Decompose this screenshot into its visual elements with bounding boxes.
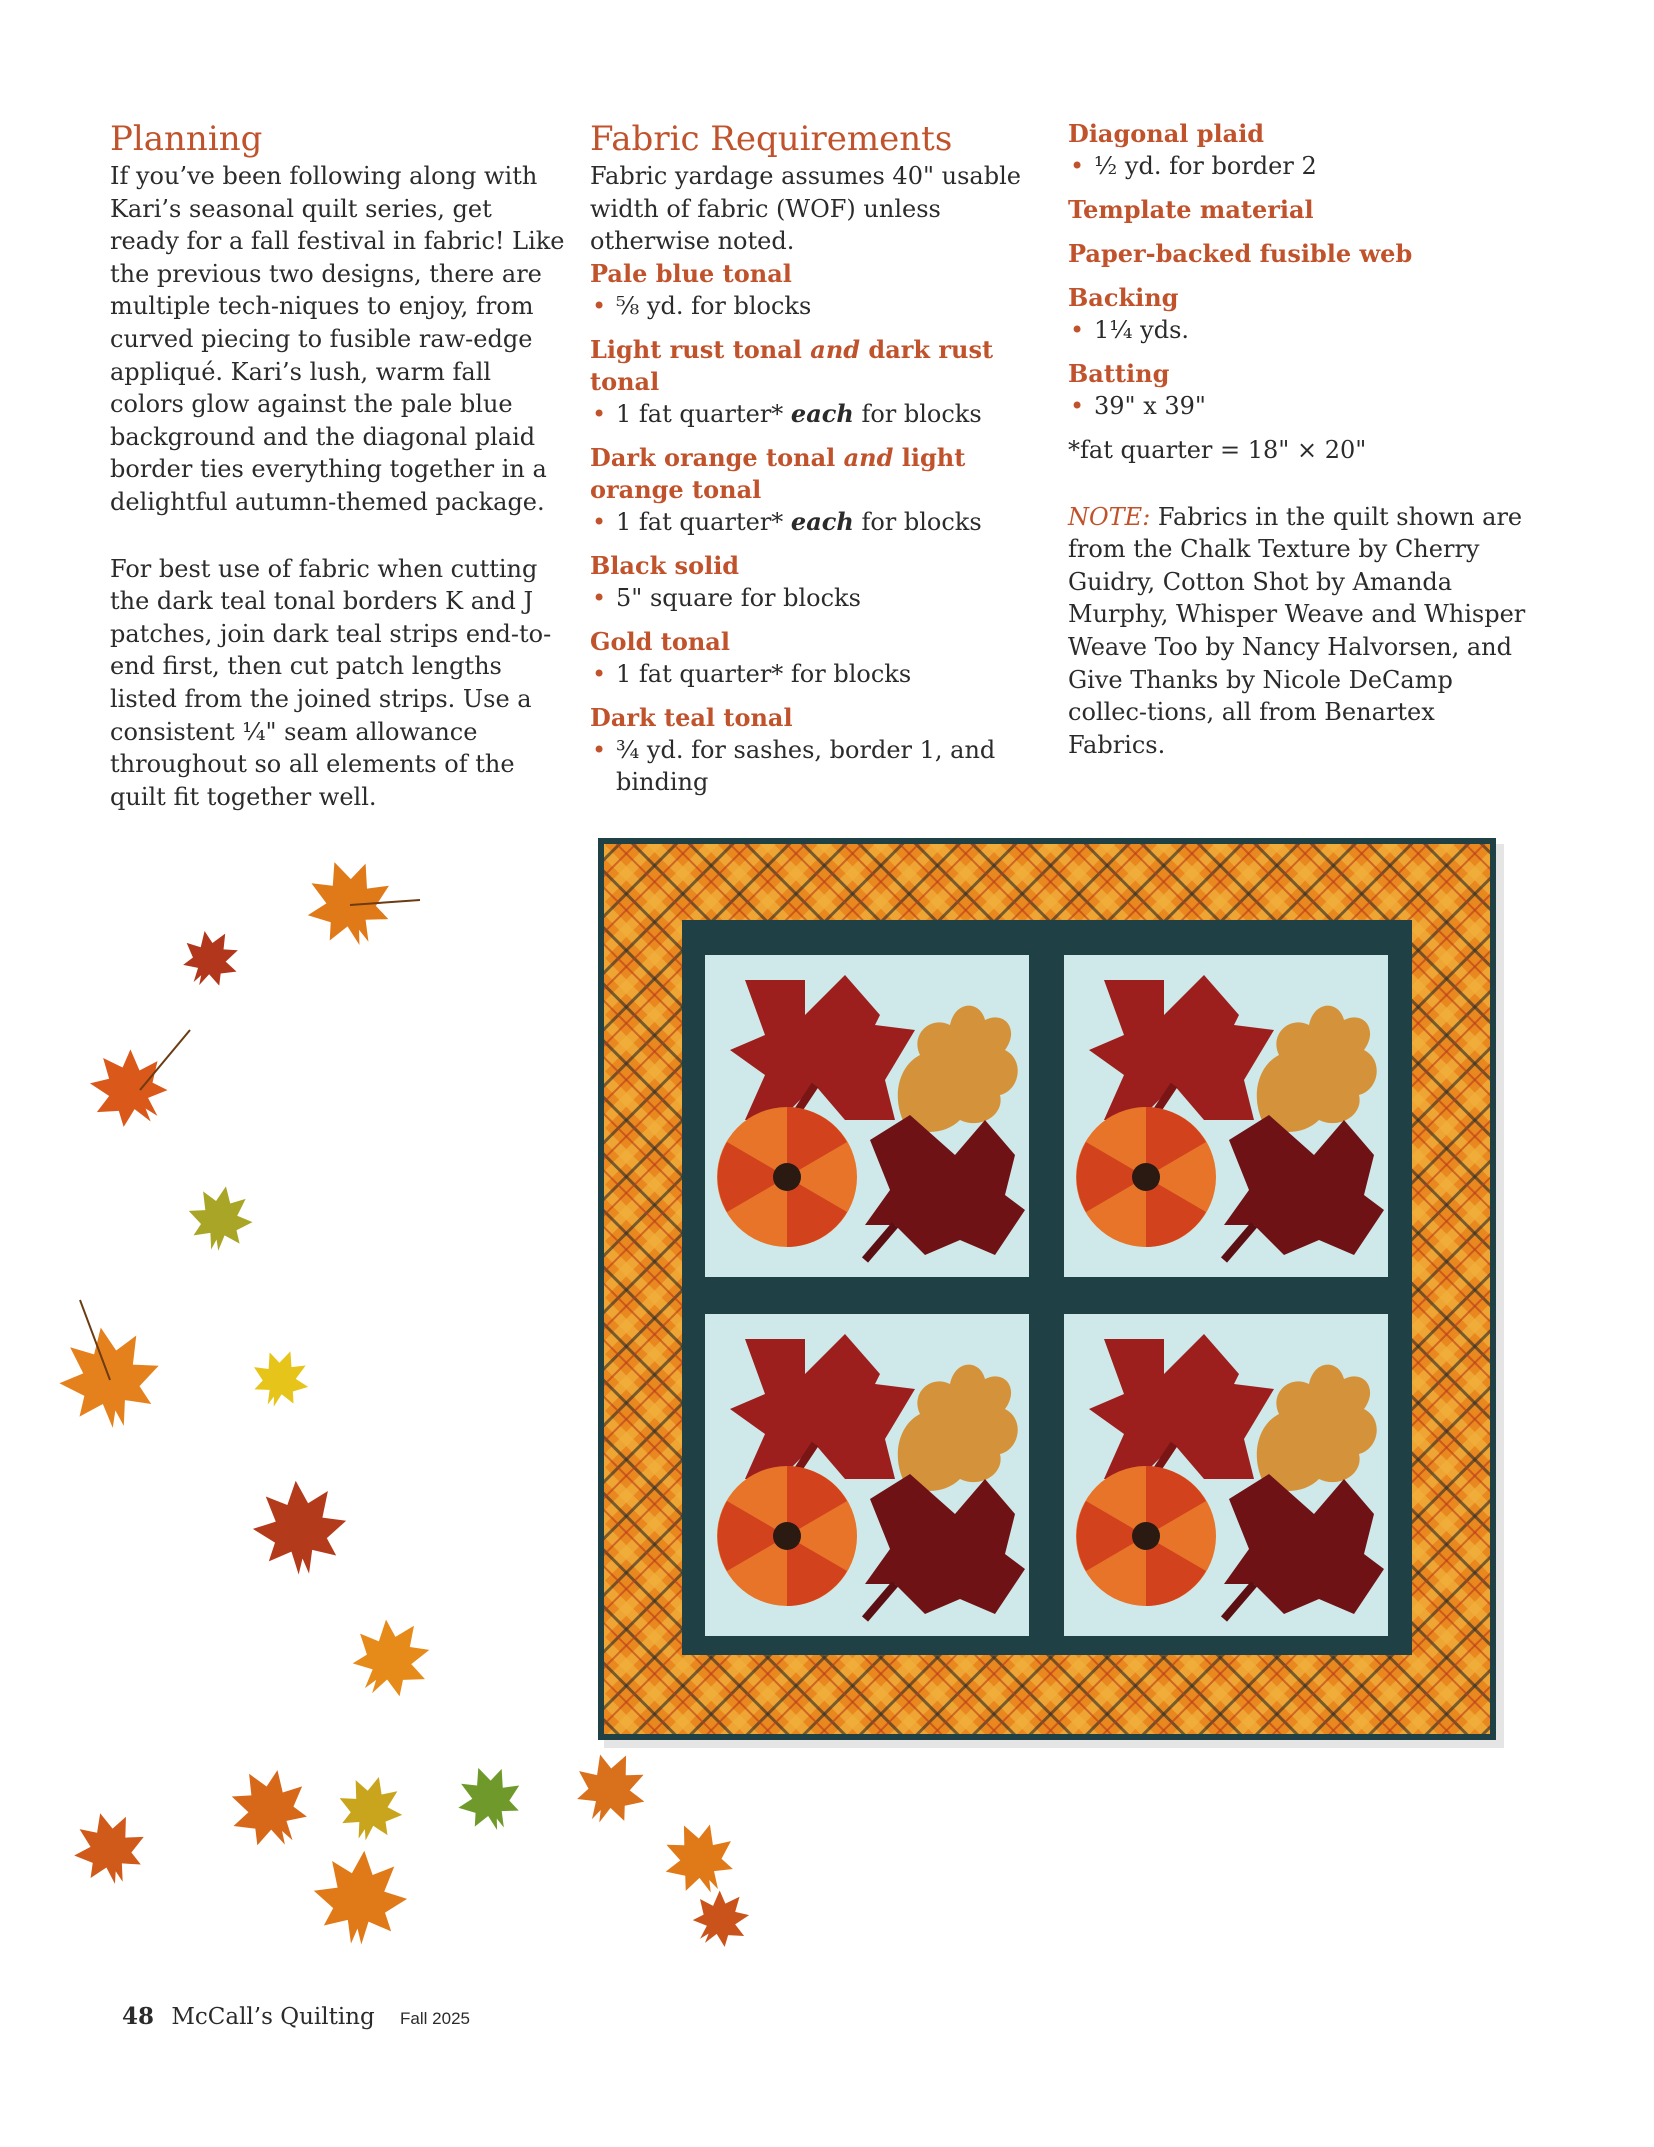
fabric-requirements-section (590, 118, 1045, 798)
leaf (563, 1740, 659, 1836)
leaf (215, 1754, 323, 1862)
leaf (51, 1300, 168, 1436)
fabric-item-name: Dark orange tonal and light orange tonal (590, 442, 966, 504)
fabric-heading: Fabric Requirements (590, 119, 953, 159)
fabric-item-name: Black solid (590, 550, 740, 580)
fabric-item-detail: • 1 fat quarter* each for blocks (590, 398, 1045, 430)
fabric-item-name: Dark teal tonal (590, 702, 793, 732)
fabric-requirements-continued (1068, 118, 1538, 761)
leaf (310, 1847, 411, 1948)
issue-label: Fall 2025 (400, 2009, 470, 2028)
fabric-item-name: Template material (1068, 195, 1314, 224)
leaf (171, 919, 250, 998)
fabric-item-name: Pale blue tonal (590, 258, 792, 288)
fabric-item-detail: • 5" square for blocks (590, 582, 1045, 614)
fabric-item-name: Gold tonal (590, 626, 730, 656)
planning-paragraph-1: If you’ve been following along with Kari’s seasonal quilt series, get ready for a fall festival in fabric! Like the previous two designs, there are multiple tech-niques to enjoy, from curved piecing to fusible raw-edge appliqué. Kari’s lush, warm fall colors glow against the pale blue background and the diagonal plaid border ties everything together in a delightful autumn-themed package. (110, 162, 565, 516)
page-number: 48 (122, 2003, 155, 2030)
fabric-item-detail: • 1 fat quarter* each for blocks (590, 506, 1045, 538)
fabric-item-detail: • 39" x 39" (1068, 390, 1538, 422)
leaf (183, 1181, 258, 1256)
leaf (249, 1477, 350, 1578)
leaf (244, 1342, 318, 1416)
leaf (680, 1878, 760, 1959)
note-label: NOTE: (1068, 502, 1151, 531)
fabric-item-detail: • ⅝ yd. for blocks (590, 290, 1045, 322)
fabric-item-detail: • ¾ yd. for sashes, border 1, and binding (590, 734, 1045, 798)
fabric-item-name: Paper-backed fusible web (1068, 239, 1413, 268)
leaf (73, 1030, 190, 1144)
planning-heading: Planning (110, 119, 263, 159)
fabric-intro: Fabric yardage assumes 40" usable width of fabric (WOF) unless otherwise noted. (590, 162, 1021, 256)
planning-paragraph-2: For best use of fabric when cutting the dark teal tonal borders K and J patches, join dark teal strips end-to-end first, then cut patch lengths listed from the joined strips. Use a consistent ¼" seam allowance throughout so all elements of the quilt fit together well. (110, 554, 552, 811)
quilt-photo (598, 838, 1504, 1748)
magazine-name: McCall’s Quilting (171, 2004, 375, 2030)
leaf (448, 1757, 531, 1840)
fabric-note: NOTE: Fabrics in the quilt shown are from the Chalk Texture by Cherry Guidry, Cotton Shot by Amanda Murphy, Whisper Weave and Whisper Weave Too by Nancy Halvorsen, and Give Thanks by Nicole DeCamp collec-tions, all from Benartex Fabrics. (1068, 502, 1526, 759)
fabric-item-name: Backing (1068, 283, 1179, 312)
planning-section (110, 118, 565, 813)
leaf (331, 1769, 410, 1848)
leaf (294, 860, 420, 958)
fat-quarter-note: *fat quarter = 18" × 20" (1068, 436, 1367, 464)
fabric-item-detail: • 1 fat quarter* for blocks (590, 658, 1045, 690)
page-footer (122, 2003, 470, 2030)
fabric-item-name: Light rust tonal and dark rust tonal (590, 334, 994, 396)
leaf (651, 1810, 747, 1906)
fabric-item-detail: • 1¼ yds. (1068, 314, 1538, 346)
fabric-item-name: Diagonal plaid (1068, 119, 1265, 148)
leaf (65, 1804, 153, 1892)
fabric-item-detail: • ½ yd. for border 2 (1068, 150, 1538, 182)
leaf (336, 1603, 446, 1713)
fabric-item-name: Batting (1068, 359, 1170, 388)
